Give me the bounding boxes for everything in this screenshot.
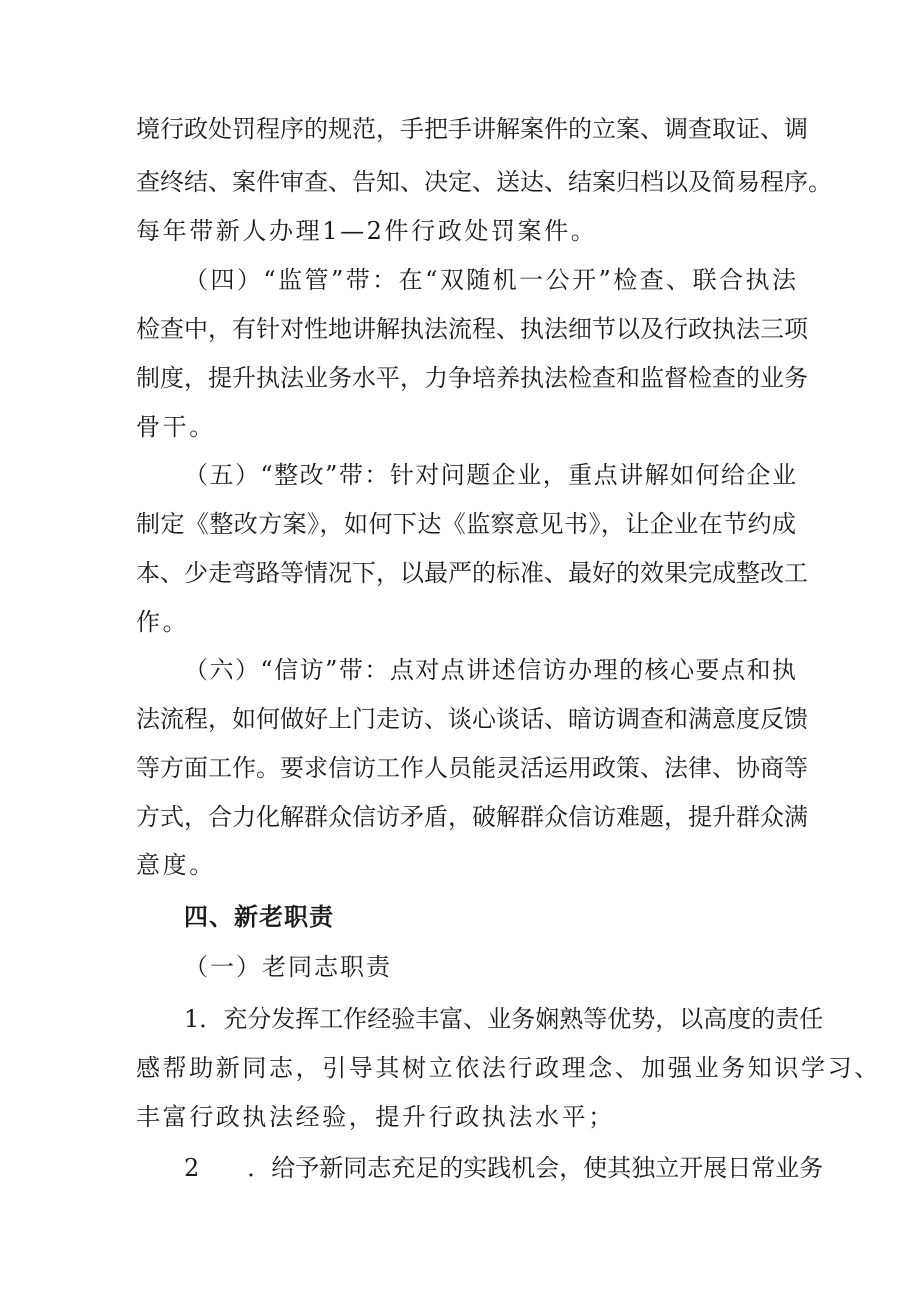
paragraph-line: （六）“信访”带：点对点讲述信访办理的核心要点和执	[184, 656, 796, 684]
paragraph-line: （四）“监管”带：在“双随机一公开”检查、联合执法	[184, 266, 796, 294]
paragraph-line: 等方面工作。要求信访工作人员能灵活运用政策、法律、协商等	[136, 754, 808, 782]
paragraph-line: 制定《整改方案》，如何下达《监察意见书》，让企业在节约成	[136, 510, 796, 538]
paragraph-line: 感帮助新同志，引导其树立依法行政理念、加强业务知识学习、	[136, 1054, 881, 1082]
paragraph-line: 检查中，有针对性地讲解执法流程、执法细节以及行政执法三项	[136, 315, 808, 343]
section-heading: 四、新老职责	[184, 903, 334, 931]
paragraph-line: 制度，提升执法业务水平，力争培养执法检查和监督检查的业务	[136, 364, 808, 392]
paragraph-line: 境行政处罚程序的规范，手把手讲解案件的立案、调查取证、调	[136, 115, 808, 143]
paragraph-line: 方式，合力化解群众信访矛盾，破解群众信访难题，提升群众满	[136, 803, 808, 831]
paragraph-line: 2 ．给予新同志充足的实践机会，使其独立开展日常业务	[184, 1154, 824, 1182]
paragraph-line: 丰富行政执法经验，提升行政执法水平；	[136, 1103, 615, 1131]
paragraph-line: （五）“整改”带：针对问题企业，重点讲解如何给企业	[184, 461, 796, 489]
paragraph-line: 每年带新人办理1—2件行政处罚案件。	[136, 217, 598, 245]
paragraph-line: 作。	[136, 608, 190, 636]
paragraph-line: 1．充分发挥工作经验丰富、业务娴熟等优势，以高度的责任	[184, 1005, 824, 1033]
paragraph-line: 本、少走弯路等情况下，以最严的标准、最好的效果完成整改工	[136, 559, 808, 587]
paragraph-line: 骨干。	[136, 413, 216, 441]
subsection-heading: （一）老同志职责	[184, 953, 392, 981]
paragraph-line: 查终结、案件审查、告知、决定、送达、结案归档以及简易程序。	[136, 168, 832, 196]
paragraph-line: 意度。	[136, 851, 216, 879]
paragraph-line: 法流程，如何做好上门走访、谈心谈话、暗访调查和满意度反馈	[136, 705, 808, 733]
